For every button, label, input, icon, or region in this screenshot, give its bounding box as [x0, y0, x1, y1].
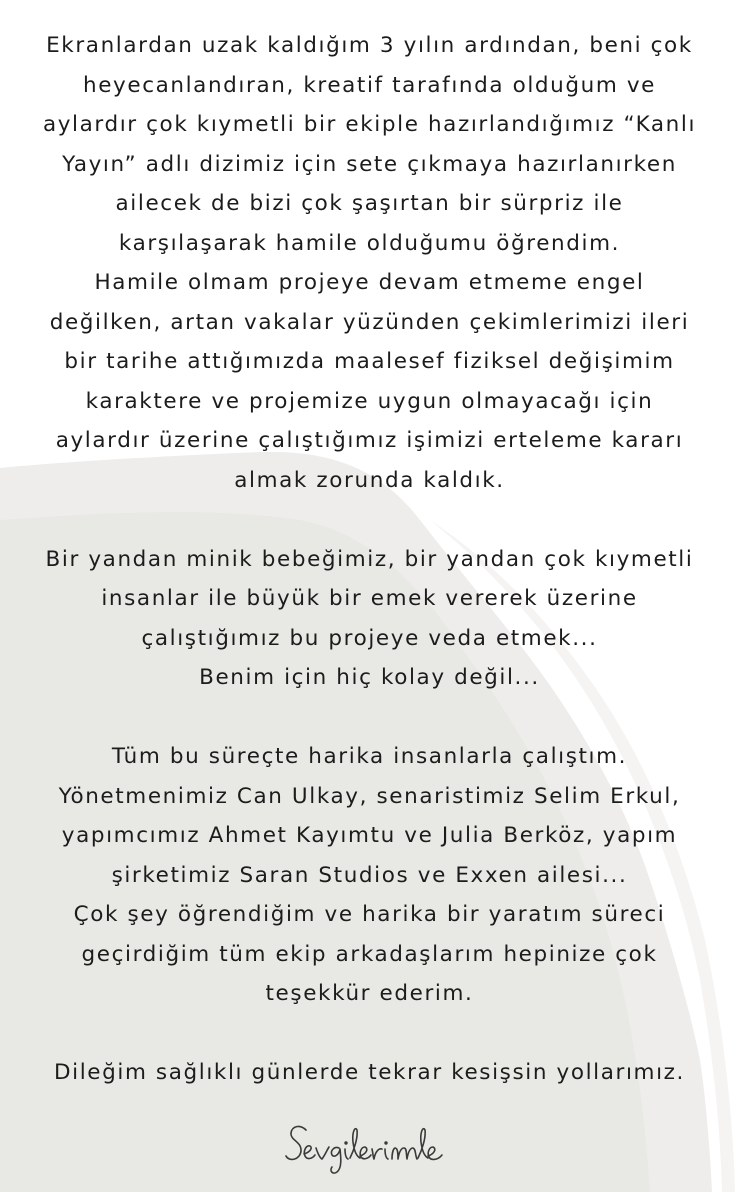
handwritten-signature [0, 1118, 739, 1178]
text-line: şirketimiz Saran Studios ve Exxen ailesi... [111, 862, 628, 888]
text-line: heyecanlandıran, kreatif tarafında olduğum ve [82, 72, 656, 98]
text-line: aylardır çok kıymetli bir ekiple hazırlandığımız “Kanlı [42, 112, 697, 137]
paragraph-spacer [0, 698, 739, 738]
paragraph-1 [0, 26, 739, 500]
text-line: aylardır üzerine çalıştığımız işimizi erteleme kararı [55, 428, 684, 453]
text-line: bir tarihe attığımızda maalesef fiziksel değişimim [64, 349, 675, 374]
text-line: karaktere ve projemize uygun olmayacağı için [85, 388, 654, 414]
text-line: Ekranlardan uzak kaldığım 3 yılın ardından, beni çok [46, 33, 693, 58]
paragraph-spacer [0, 500, 739, 540]
text-line: teşekkür ederim. [265, 981, 474, 1006]
text-line: geçirdiğim tüm ekip arkadaşlarım hepinize çok [81, 941, 658, 967]
text-line: karşılaşarak hamile olduğumu öğrendim. [118, 230, 621, 256]
text-line: Yayın” adlı dizimiz için sete çıkmaya hazırlanırken [62, 151, 677, 177]
text-line: Tüm bu süreçte harika insanlarla çalıştım. [111, 744, 628, 769]
text-line: almak zorunda kaldık. [234, 467, 505, 493]
text-line: çalıştığımız bu projeye veda etmek... [141, 625, 598, 651]
paragraph-2 [0, 540, 739, 698]
paragraph-4 [0, 1053, 739, 1093]
text-line: Dileğim sağlıklı günlerde tekrar kesişsin yollarımız. [54, 1060, 685, 1085]
text-line: insanlar ile büyük bir emek vererek üzerine [101, 586, 638, 611]
text-line: ailecek de bizi çok şaşırtan bir sürpriz ile [115, 191, 624, 216]
text-line: Hamile olmam projeye devam etmeme engel [94, 270, 645, 295]
letter-body [0, 26, 739, 1093]
text-line: değilken, artan vakalar yüzünden çekimlerimizi ileri [49, 309, 690, 335]
paragraph-spacer [0, 1014, 739, 1054]
text-line: Çok şey öğrendiğim ve harika bir yaratım süreci [73, 902, 666, 927]
paragraph-3 [0, 737, 739, 1014]
text-line: yapımcımız Ahmet Kayımtu ve Julia Berköz, yapım [61, 823, 678, 848]
text-line: Benim için hiç kolay değil... [199, 665, 540, 690]
text-line: Bir yandan minik bebeğimiz, bir yandan çok kıymetli [45, 546, 694, 572]
text-line: Yönetmenimiz Can Ulkay, senaristimiz Selim Erkul, [58, 783, 681, 809]
